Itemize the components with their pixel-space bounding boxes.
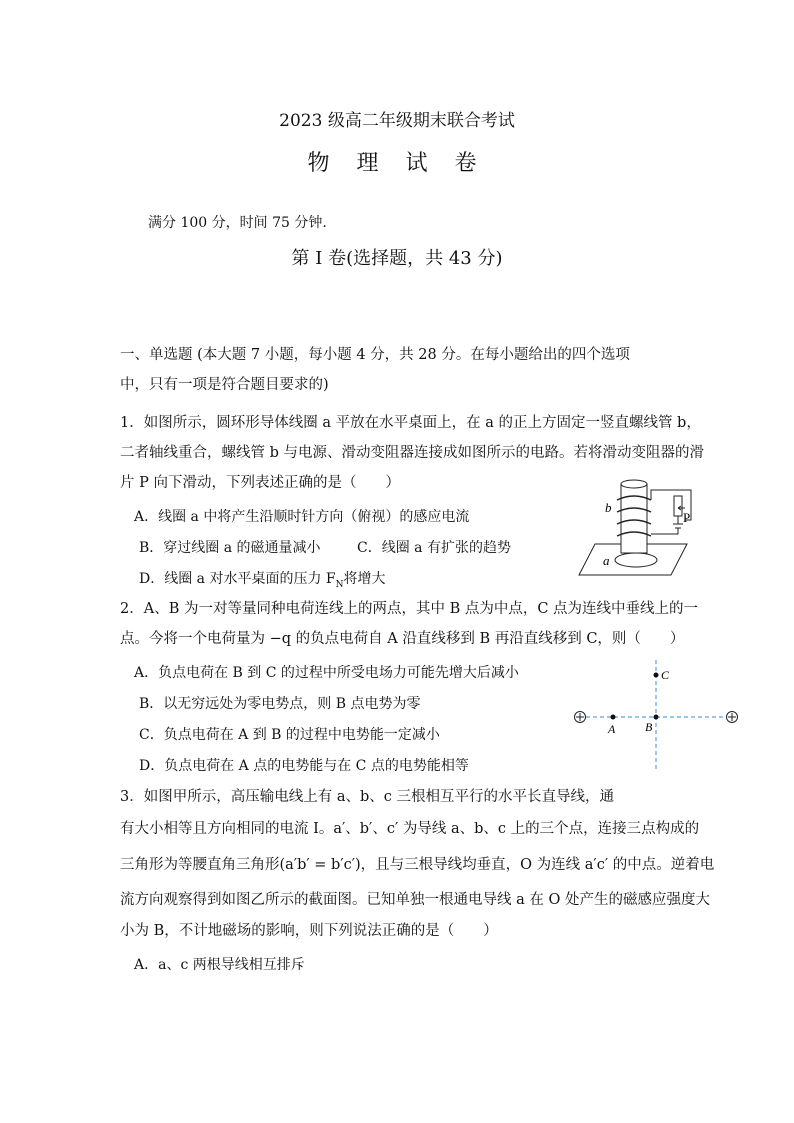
q3-stem-line1: 3．如图甲所示，高压输电线上有 a、b、c 三根相互平行的水平长直导线，通 xyxy=(120,789,614,805)
q2-option-a: A．负点电荷在 B 到 C 的过程中所受电场力可能先增大后减小 xyxy=(134,665,519,681)
q1-stem-line1: 1．如图所示，圆环形导体线圈 a 平放在水平桌面上，在 a 的正上方固定一竖直螺线管 b， xyxy=(120,415,701,431)
subject-title: 物 理 试 卷 xyxy=(307,151,487,176)
label-C: C xyxy=(661,668,670,682)
q1-option-c: C．线圈 a 有扩张的趋势 xyxy=(357,540,511,556)
score-time-note: 满分 100 分，时间 75 分钟. xyxy=(148,215,327,231)
q3-stem-line5: 小为 B，不计地磁场的影响，则下列说法正确的是（ ） xyxy=(120,923,498,939)
section-heading-line2: 中，只有一项是符合题目要求的) xyxy=(120,377,329,393)
q1-stem-line3: 片 P 向下滑动，下列表述正确的是（ ） xyxy=(120,475,400,491)
battery-and-wire xyxy=(651,516,683,534)
q1-option-d-sub: N xyxy=(335,579,344,590)
q1-option-d xyxy=(139,570,386,594)
q2-charges-figure xyxy=(570,656,745,774)
exam-title: 2023 级高二年级期末联合考试 xyxy=(279,111,515,131)
label-B: B xyxy=(645,720,653,734)
label-b: b xyxy=(605,500,612,515)
label-a: a xyxy=(603,553,610,568)
q2-stem-line1: 2．A、B 为一对等量同种电荷连线上的两点，其中 B 点为中点，C 点为连线中垂线上的一 xyxy=(120,601,699,617)
coil-a xyxy=(615,553,657,567)
q3-stem-line2: 有大小相等且方向相同的电流 I。a′、b′、c′ 为导线 a、b、c 上的三个点，连接三点构成的 xyxy=(120,821,700,837)
q1-option-a: A．线圈 a 中将产生沿顺时针方向（俯视）的感应电流 xyxy=(134,509,470,525)
label-A: A xyxy=(608,722,616,736)
point-A xyxy=(611,715,616,720)
solenoid-b xyxy=(621,484,647,553)
point-B xyxy=(654,715,659,720)
q1-option-d-prefix: D．线圈 a 对水平桌面的压力 F xyxy=(139,571,336,587)
q1-option-d-suffix: 将增大 xyxy=(343,571,386,587)
q3-stem-line3: 三角形为等腰直角三角形(a′b′ = b′c′)，且与三根导线均垂直，O 为连线 a′c′ 的中点。逆着电 xyxy=(120,857,715,873)
q3-option-a: A．a、c 两根导线相互排斥 xyxy=(134,957,305,973)
q1-stem-line2: 二者轴线重合，螺线管 b 与电源、滑动变阻器连接成如图所示的电路。若将滑动变阻器的滑 xyxy=(120,445,704,461)
q3-stem-line4: 流方向观察得到如图乙所示的截面图。已知单独一根通电导线 a 在 O 处产生的磁感应强度大 xyxy=(120,892,710,908)
q2-option-b: B．以无穷远处为零电势点，则 B 点电势为零 xyxy=(139,696,421,712)
q1-option-b: B．穿过线圈 a 的磁通量减小 xyxy=(139,540,321,556)
section-heading-line1: 一、单选题 (本大题 7 小题，每小题 4 分，共 28 分。在每小题给出的四个选项 xyxy=(120,347,630,363)
q2-option-d: D．负点电荷在 A 点的电势能与在 C 点的电势能相等 xyxy=(139,758,469,774)
label-P: P xyxy=(683,510,691,525)
part-title: 第 I 卷(选择题，共 43 分) xyxy=(291,248,503,269)
q2-stem-line2: 点。今将一个电荷量为 −q 的负点电荷自 A 沿直线移到 B 再沿直线移到 C，则（ ） xyxy=(120,631,685,647)
q2-option-c: C．负点电荷在 A 到 B 的过程中电势能一定减小 xyxy=(139,727,440,743)
q1-solenoid-figure xyxy=(575,478,700,578)
point-C xyxy=(654,673,659,678)
